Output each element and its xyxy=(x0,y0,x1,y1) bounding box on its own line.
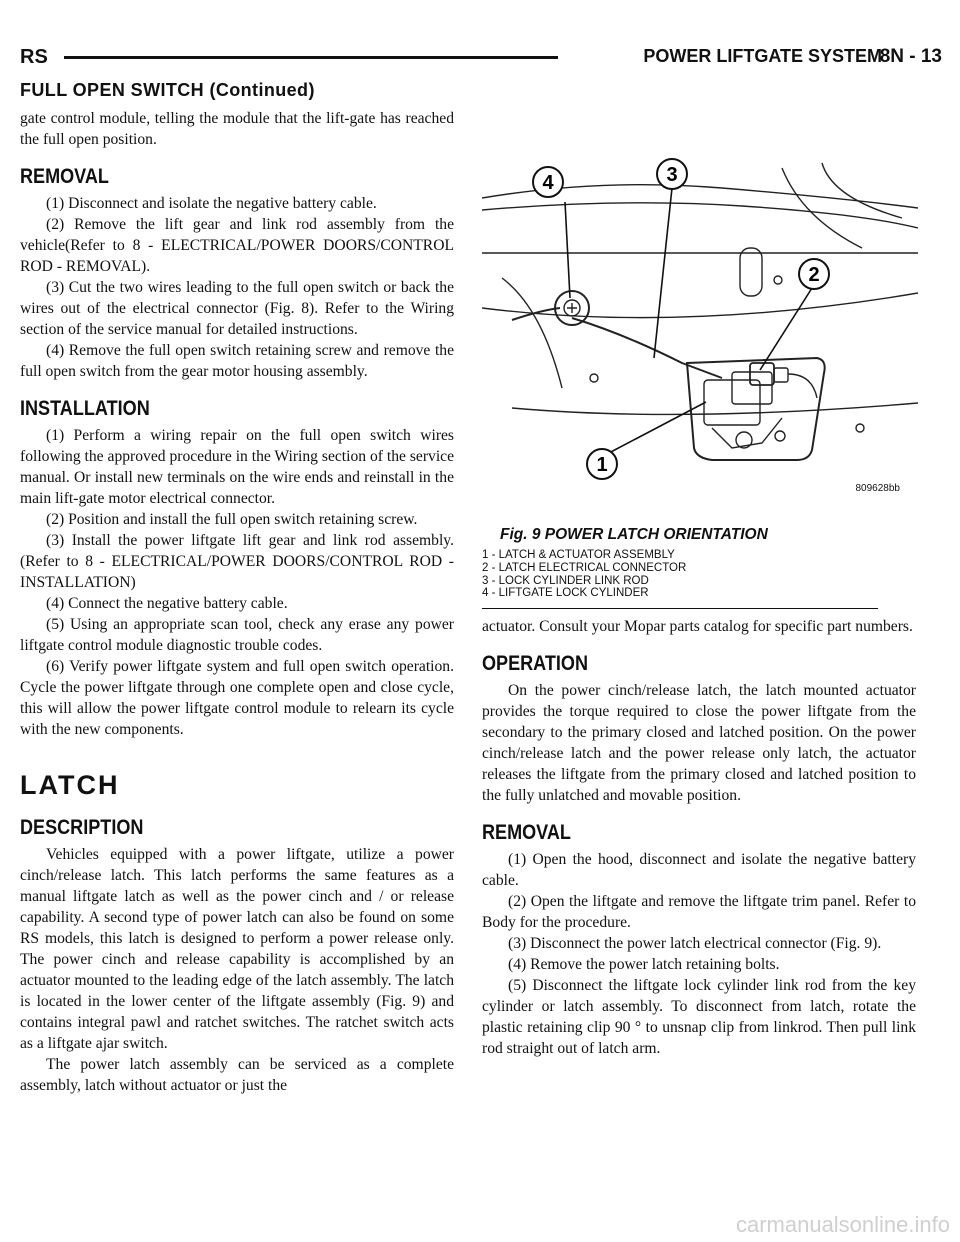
legend-item: 4 - LIFTGATE LOCK CYLINDER xyxy=(482,587,649,600)
continuation-paragraph: actuator. Consult your Mopar parts catalog for specific part numbers. xyxy=(482,618,913,635)
callout-3-label: 3 xyxy=(666,164,678,186)
page-number: 8N - 13 xyxy=(879,46,942,67)
description-paragraph: Vehicles equipped with a power liftgate, utilize a power cinch/release latch. This latch performs the same features as a manual liftgate latch as well as the power cinch and / or release capability. A second type of power latch can also be found on some RS models, this latch is designed to perform a power release only. The power cinch and release capability is accomplished by an actuator mounted to the leading edge of the latch assembly. The latch is located in the lower center of the liftgate assembly (Fig. 9) and contains integral pawl and ratchet switches. The ratchet switch acts as a liftgate ajar switch. xyxy=(20,846,454,1052)
installation-step: (6) Verify power liftgate system and full open switch operation. Cycle the power liftgate through one complete open and close cycle, this will allow the power liftgate control module to relearn its cycle with the new components. xyxy=(20,658,454,738)
continued-heading: FULL OPEN SWITCH (Continued) xyxy=(20,80,315,100)
figure-code: 809628bb xyxy=(855,483,900,494)
power-latch-illustration xyxy=(482,158,918,510)
intro-paragraph: gate control module, telling the module that the lift-gate has reached the full open position. xyxy=(20,110,454,148)
removal-step: (5) Disconnect the liftgate lock cylinder link rod from the key cylinder or latch assembly. To disconnect from latch, rotate the plastic retaining clip 90 ° to unsnap clip from linkrod. Then pull link rod straight out of latch arm. xyxy=(482,977,916,1057)
header-rule xyxy=(64,56,558,59)
removal-step: (4) Remove the power latch retaining bolts. xyxy=(508,956,780,973)
figure-title: Fig. 9 POWER LATCH ORIENTATION xyxy=(500,526,768,543)
removal-step: (3) Cut the two wires leading to the full open switch or back the wires out of the electrical connector (Fig. 8). Refer to the Wiring section of the service manual for detailed instructions. xyxy=(20,279,454,338)
header-section-code: RS xyxy=(20,46,48,68)
callout-2-label: 2 xyxy=(808,264,820,286)
removal-step: (3) Disconnect the power latch electrical connector (Fig. 9). xyxy=(508,935,882,952)
legend-item: 1 - LATCH & ACTUATOR ASSEMBLY xyxy=(482,549,675,561)
removal-heading: REMOVAL xyxy=(20,165,109,188)
latch-heading: LATCH xyxy=(20,770,120,800)
legend-item: 2 - LATCH ELECTRICAL CONNECTOR xyxy=(482,561,687,574)
operation-heading: OPERATION xyxy=(482,652,589,675)
description-paragraph: The power latch assembly can be serviced as a complete assembly, latch without actuator or just the xyxy=(20,1056,454,1094)
removal-step: (2) Open the liftgate and remove the liftgate trim panel. Refer to Body for the procedure. xyxy=(482,893,916,931)
installation-step: (3) Install the power liftgate lift gear and link rod assembly. (Refer to 8 - ELECTRICAL/POWER DOORS/CONTROL ROD - INSTALLATION) xyxy=(20,532,454,591)
header-title: POWER LIFTGATE SYSTEM xyxy=(643,46,882,66)
removal-step: (1) Disconnect and isolate the negative battery cable. xyxy=(46,195,377,212)
figure-legend xyxy=(482,549,686,600)
removal-step: (2) Remove the lift gear and link rod assembly from the vehicle(Refer to 8 - ELECTRICAL/POWER DOORS/CONTROL ROD - REMOVAL). xyxy=(20,216,454,275)
removal-heading: REMOVAL xyxy=(482,821,571,844)
callout-4-label: 4 xyxy=(542,172,554,194)
installation-step: (1) Perform a wiring repair on the full open switch wires following the approved procedure in the Wiring section of the service manual. Or install new terminals on the wire ends and reinstall in the main lift-gate motor electrical connector. xyxy=(20,427,454,507)
right-column xyxy=(482,616,916,1059)
installation-step: (2) Position and install the full open switch retaining screw. xyxy=(46,511,418,528)
legend-item: 3 - LOCK CYLINDER LINK ROD xyxy=(482,574,649,587)
removal-step: (4) Remove the full open switch retaining screw and remove the full open switch from the gear motor housing assembly. xyxy=(20,342,454,380)
operation-paragraph: On the power cinch/release latch, the latch mounted actuator provides the torque required to close the power liftgate from the secondary to the primary closed and latched position. On the power cinch/release latch and the power release only latch, the actuator releases the liftgate from the primary closed and latched position to the fully unlatched and movable position. xyxy=(482,682,916,804)
removal-step: (1) Open the hood, disconnect and isolate the negative battery cable. xyxy=(482,851,916,889)
watermark[interactable]: carmanualsonline.info xyxy=(735,1212,950,1237)
callout-1-label: 1 xyxy=(596,454,608,476)
left-column xyxy=(20,108,454,1096)
description-heading: DESCRIPTION xyxy=(20,816,144,839)
installation-heading: INSTALLATION xyxy=(20,397,150,420)
installation-step: (5) Using an appropriate scan tool, check any erase any power liftgate control module diagnostic trouble codes. xyxy=(20,616,454,654)
installation-step: (4) Connect the negative battery cable. xyxy=(46,595,288,612)
figure-rule xyxy=(482,608,878,609)
